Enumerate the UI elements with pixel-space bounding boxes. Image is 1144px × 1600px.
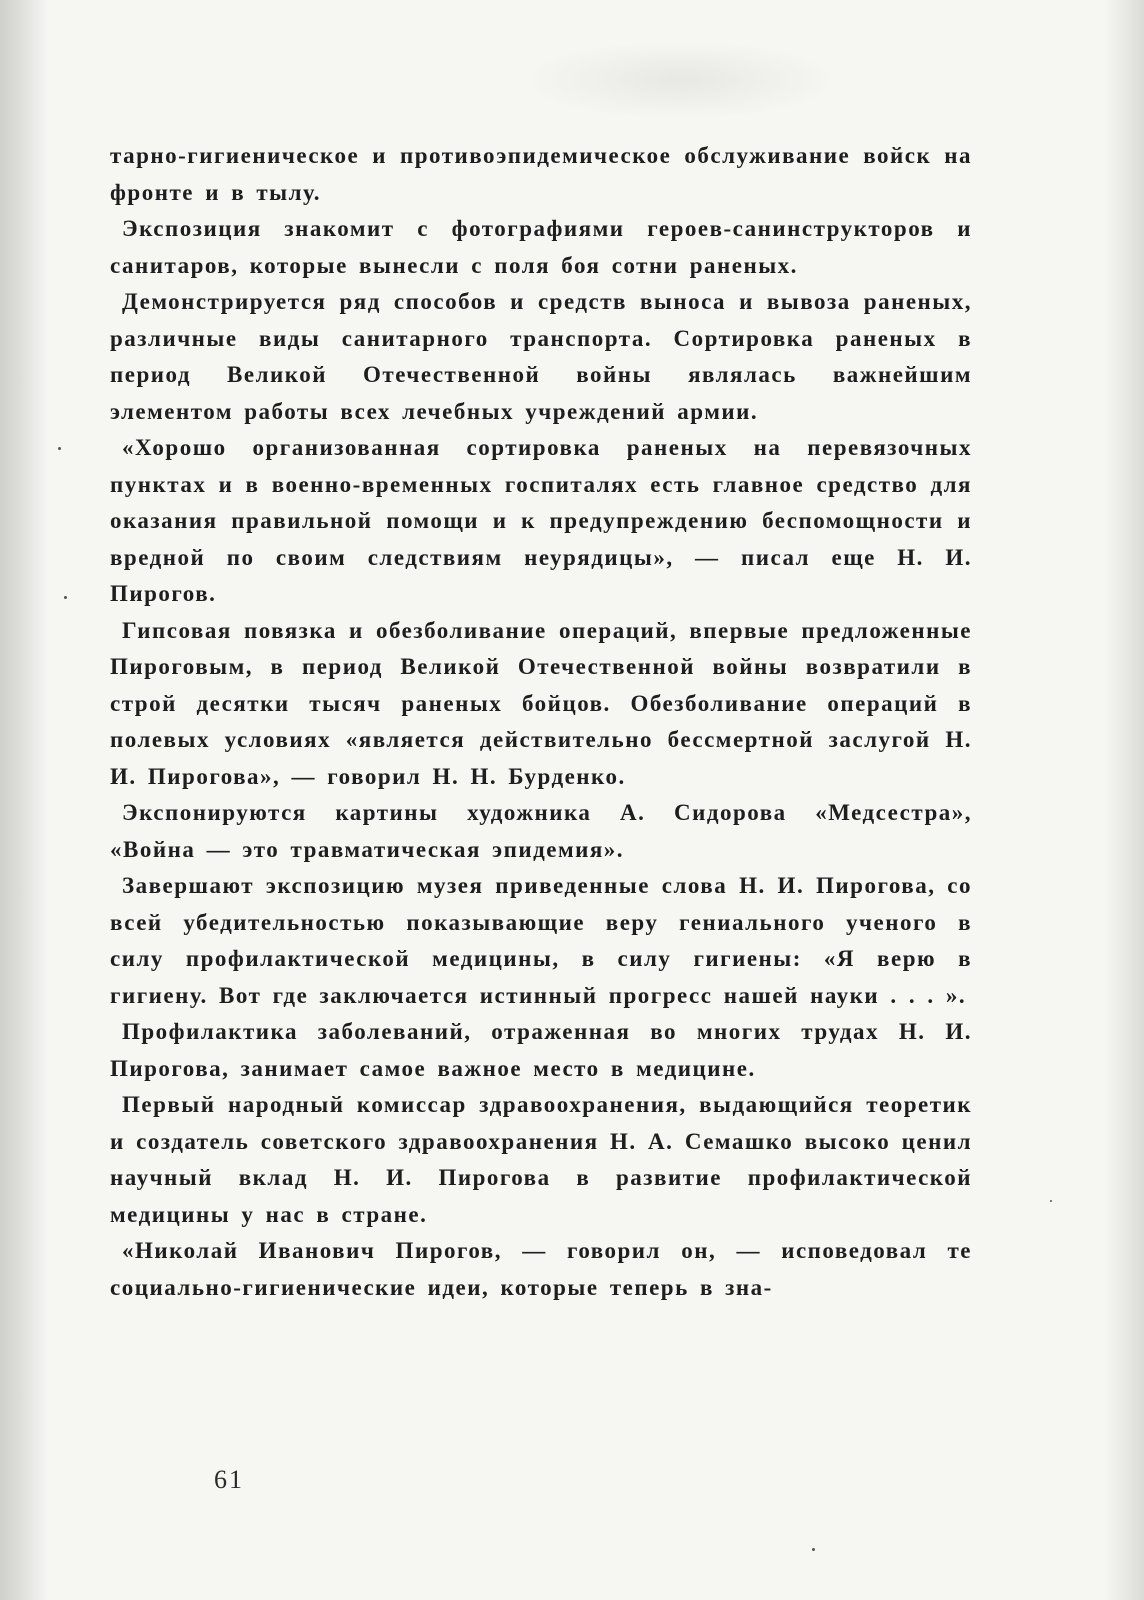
body-text <box>110 138 972 1306</box>
paragraph: тарно-гигиеническое и противоэпидемическое обслуживание войск на фронте и в тылу. <box>110 143 972 205</box>
paragraph: Экспозиция знакомит с фотографиями героев-санинструкторов и санитаров, которые вынесли с поля боя сотни раненых. <box>110 216 972 278</box>
scan-speck <box>64 596 67 599</box>
paragraph: Завершают экспозицию музея приведенные слова Н. И. Пирогова, со всей убедительностью показывающие веру гениального ученого в силу профилактической медицины, в силу гигиены: «Я верю в гигиену. Вот где заключается истинный прогресс нашей науки . . . ». <box>110 873 972 1008</box>
paragraph: «Николай Иванович Пирогов, — говорил он, — исповедовал те социально-гигиенические идеи, которые теперь в зна- <box>110 1238 972 1300</box>
scan-speck <box>58 447 61 450</box>
scan-speck <box>812 1548 815 1551</box>
paragraph: Экспонируются картины художника А. Сидорова «Медсестра», «Война — это травматическая эпидемия». <box>110 800 972 862</box>
scan-speck <box>1050 1200 1052 1202</box>
paragraph: «Хорошо организованная сортировка раненых на перевязочных пунктах и в военно-временных госпиталях есть главное средство для оказания правильной помощи и к предупреждению беспомощности и вредной по своим следствиям неурядицы», — писал еще Н. И. Пирогов. <box>110 435 972 606</box>
paragraph: Гипсовая повязка и обезболивание операций, впервые предложенные Пироговым, в период Великой Отечественной войны возвратили в строй десятки тысяч раненых бойцов. Обезболивание операций в полевых условиях «является действительно бессмертной заслугой Н. И. Пирогова», — говорил Н. Н. Бурденко. <box>110 617 972 789</box>
paragraph: Профилактика заболеваний, отраженная во многих трудах Н. И. Пирогова, занимает самое важное место в медицине. <box>110 1019 972 1081</box>
paragraph: Первый народный комиссар здравоохранения, выдающийся теоретик и создатель советского здравоохранения Н. А. Семашко высоко ценил научный вклад Н. И. Пирогова в развитие профилактической медицины у нас в стране. <box>110 1092 972 1227</box>
page-gutter-shadow <box>0 0 48 1600</box>
scan-smudge <box>520 40 840 120</box>
paragraph: Демонстрируется ряд способов и средств выноса и вывоза раненых, различные виды санитарного транспорта. Сортировка раненых в период Великой Отечественной войны являлась важнейшим элементом работы всех лечебных учреждений армии. <box>110 289 972 424</box>
page-edge-shadow <box>1104 0 1144 1600</box>
page-number: 61 <box>214 1465 244 1494</box>
